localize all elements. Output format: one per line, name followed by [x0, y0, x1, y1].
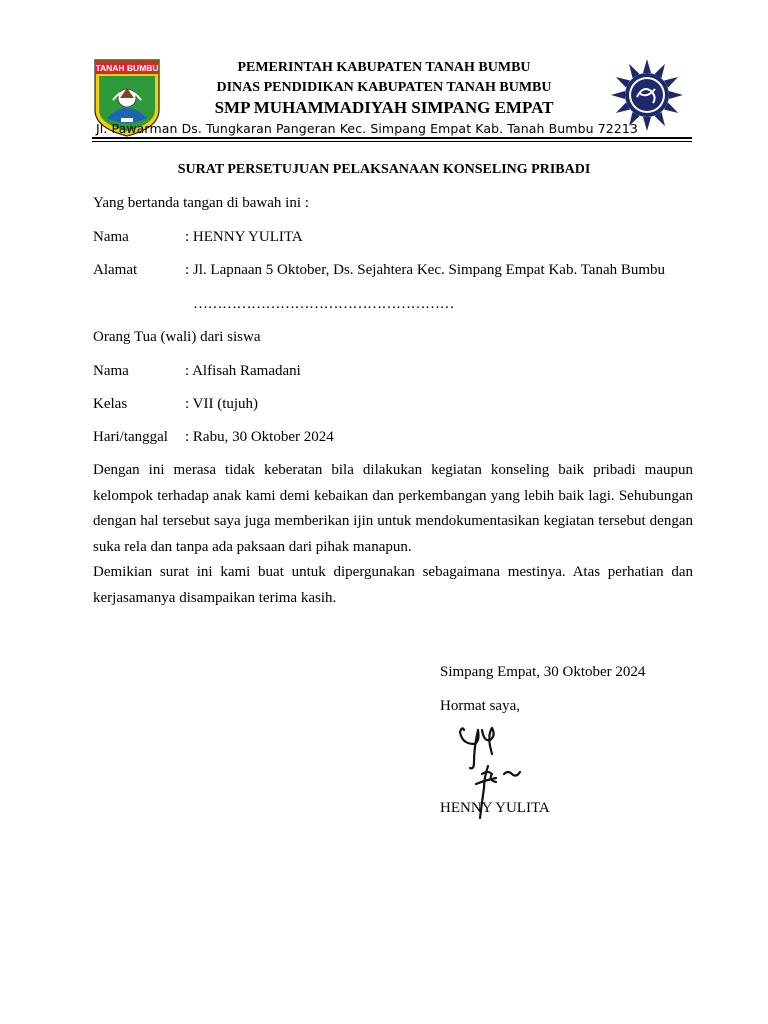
emblem-label: TANAH BUMBU: [95, 63, 159, 73]
regards: Hormat saya,: [440, 698, 520, 714]
intro-text: Yang bertanda tangan di bawah ini :: [93, 195, 309, 211]
date-label: Hari/tanggal: [93, 429, 168, 445]
signer-name-value: : HENNY YULITA: [185, 229, 303, 245]
header-divider-thin: [92, 141, 692, 142]
signer-address-value: : Jl. Lapnaan 5 Oktober, Ds. Sejahtera Kec. Simpang Empat Kab. Tanah Bumbu: [185, 262, 666, 278]
body-paragraph: Dengan ini merasa tidak keberatan bila dilakukan kegiatan konseling baik pribadi maupun kelompok terhadap anak kami demi kebaikan dan perkembangan yang lebih baik lagi. Sehubungan dengan hal tersebut saya juga memberikan ijin untuk mendokumentasikan kegiatan tersebut dengan suka rela dan tanpa ada paksaan dari pihak manapun.: [93, 462, 693, 555]
guardian-line: Orang Tua (wali) dari siswa: [93, 329, 261, 345]
signer-name-label: Nama: [93, 229, 129, 245]
date-value: : Rabu, 30 Oktober 2024: [185, 429, 334, 445]
letter-title: SURAT PERSETUJUAN PELAKSANAAN KONSELING PRIBADI: [177, 162, 591, 177]
student-name-value: : Alfisah Ramadani: [185, 363, 301, 379]
header-school-name: SMP MUHAMMADIYAH SIMPANG EMPAT: [214, 98, 554, 117]
signer-name: HENNY YULITA: [440, 800, 550, 816]
header-department: DINAS PENDIDIKAN KABUPATEN TANAH BUMBU: [216, 80, 552, 95]
header-government: PEMERINTAH KABUPATEN TANAH BUMBU: [237, 60, 531, 75]
signer-address-label: Alamat: [93, 262, 138, 278]
place-date: Simpang Empat, 30 Oktober 2024: [440, 664, 646, 680]
header-divider-thick: [92, 137, 692, 139]
student-class-value: : VII (tujuh): [185, 396, 259, 412]
header-address: Jl. Pawarman Ds. Tungkaran Pangeran Kec. Simpang Empat Kab. Tanah Bumbu 72213: [96, 121, 638, 136]
student-class-label: Kelas: [93, 396, 128, 412]
closing-paragraph: Demikian surat ini kami buat untuk dipergunakan sebagaimana mestinya. Atas perhatian dan kerjasamanya disampaikan terima kasih.: [93, 564, 693, 606]
signer-address-dots: ………………………………………………: [193, 296, 454, 312]
student-name-label: Nama: [93, 363, 129, 379]
